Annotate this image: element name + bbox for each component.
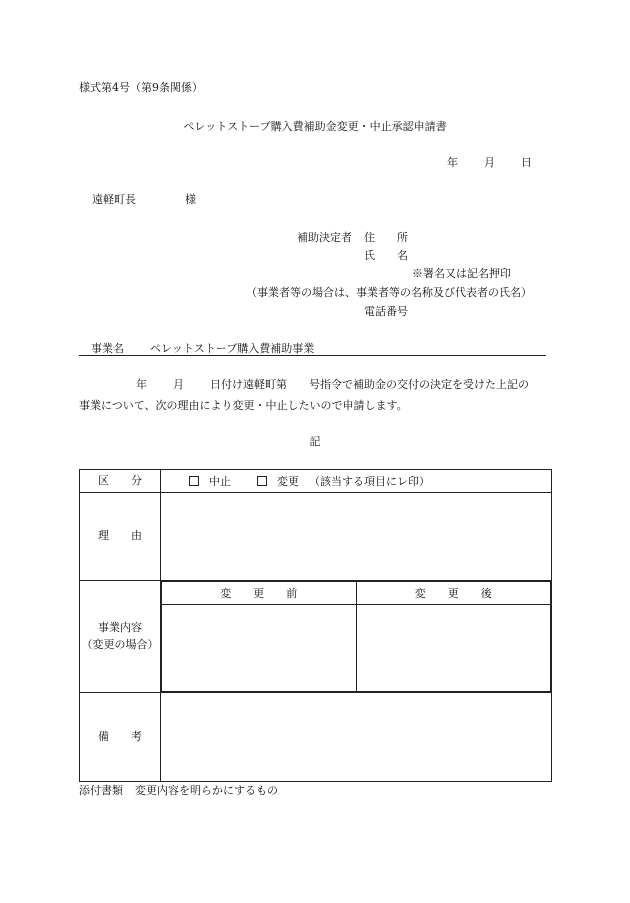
date-year: 年	[447, 156, 458, 169]
project-label: 事業名	[91, 342, 124, 355]
remarks-field[interactable]	[161, 693, 552, 782]
checkbox-stop[interactable]	[189, 476, 199, 486]
option-stop-label: 中止	[209, 475, 231, 488]
category-label: 区 分	[80, 470, 161, 493]
content-label-line-2: （変更の場合）	[81, 637, 159, 651]
form-number: 様式第4号（第9条関係）	[79, 81, 203, 94]
after-field[interactable]	[356, 605, 551, 692]
body-line-1	[136, 379, 529, 390]
body-line-2: 事業について、次の理由により変更・中止したいので申請します。	[79, 399, 408, 412]
remarks-row	[80, 693, 552, 782]
body-date-suffix: 日付け遠軽町第	[210, 378, 287, 391]
content-cell	[161, 581, 552, 693]
applicant-name-label: 氏 名	[364, 249, 408, 262]
attachment-line	[79, 785, 278, 796]
option-change-label: 変更	[277, 475, 299, 488]
checkbox-change[interactable]	[257, 476, 267, 486]
content-row	[80, 581, 552, 693]
remarks-label: 備 考	[80, 693, 161, 782]
date-day: 日	[521, 156, 532, 169]
category-options	[161, 470, 552, 493]
reason-field[interactable]	[161, 493, 552, 581]
applicant-role-label: 補助決定者	[297, 231, 352, 244]
ki-heading: 記	[309, 435, 321, 448]
project-name: ペレットストーブ購入費補助事業	[150, 342, 315, 355]
attachment-text: 変更内容を明らかにするもの	[135, 784, 278, 797]
applicant-address-label: 住 所	[364, 231, 408, 244]
change-subtable	[161, 581, 551, 692]
before-field[interactable]	[162, 605, 357, 692]
option-note: （該当する項目にレ印）	[309, 475, 430, 488]
applicant-phone-label: 電話番号	[364, 305, 408, 318]
addressee-name: 遠軽町長	[92, 193, 136, 206]
attachment-label: 添付書類	[79, 784, 123, 797]
application-table	[79, 469, 552, 782]
document-title: ペレットストーブ購入費補助金変更・中止承認申請書	[183, 120, 447, 133]
date-line	[447, 157, 532, 168]
date-month: 月	[484, 156, 495, 169]
body-year: 年	[136, 378, 147, 391]
project-underline	[79, 355, 546, 356]
body-month: 月	[173, 378, 184, 391]
business-note: （事業者等の場合は、事業者等の名称及び代表者の氏名）	[246, 286, 532, 299]
content-label-line-1: 事業内容	[98, 621, 142, 634]
before-header: 変 更 前	[162, 582, 357, 605]
addressee-honorific: 様	[185, 193, 196, 206]
after-header: 変 更 後	[356, 582, 551, 605]
seal-note: ※署名又は記名押印	[412, 267, 511, 280]
reason-row	[80, 493, 552, 581]
content-label	[80, 581, 161, 693]
body-rest: 号指令で補助金の交付の決定を受けた上記の	[309, 378, 529, 391]
category-row	[80, 470, 552, 493]
reason-label: 理 由	[80, 493, 161, 581]
